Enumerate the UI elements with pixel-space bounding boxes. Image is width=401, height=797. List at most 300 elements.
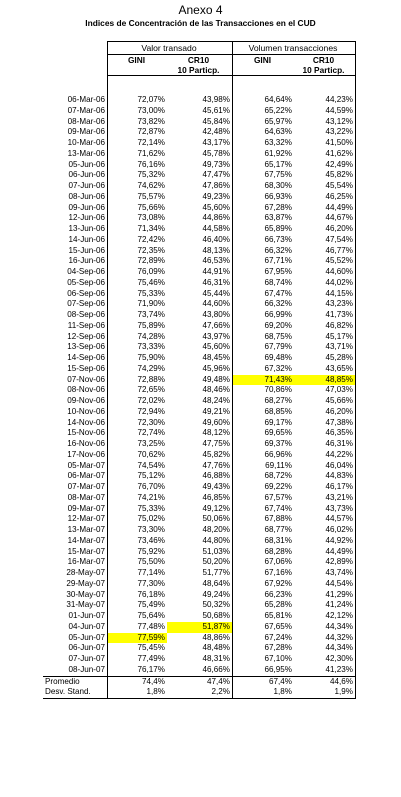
gini-valor-cell: 76,18%: [137, 589, 165, 599]
date-cell: 12-Jun-06: [43, 213, 108, 224]
gini-valor-cell: 72,94%: [137, 406, 165, 416]
cr10-volumen-cell: 43,73%: [294, 504, 356, 515]
gini-volumen-cell: 67,65%: [264, 621, 292, 631]
cr10-valor-cell: 46,40%: [167, 235, 233, 246]
cr10-valor-cell: 47,86%: [167, 181, 233, 192]
gini-volumen-cell: 66,96%: [264, 449, 292, 459]
gini-valor-cell: 71,34%: [137, 224, 165, 233]
date-cell: 13-Sep-06: [43, 342, 108, 353]
gini-valor-cell: 72,07%: [137, 95, 165, 104]
gini-valor-cell: 74,29%: [137, 363, 165, 373]
cr10-valor-cell: 44,86%: [167, 213, 233, 224]
gini-volumen-cell: 67,10%: [264, 654, 292, 663]
table-row: [43, 590, 356, 601]
cr10-volumen-cell: 46,35%: [294, 428, 356, 439]
date-cell: 07-Mar-07: [43, 482, 108, 493]
date-cell: 13-Mar-06: [43, 149, 108, 160]
gini-valor-cell: 72,65%: [137, 385, 165, 395]
concentration-table: [43, 41, 356, 699]
cr10-valor-cell: 43,80%: [167, 310, 233, 321]
date-cell: 05-Sep-06: [43, 278, 108, 289]
cr10-volumen-cell: 41,62%: [294, 149, 356, 160]
date-cell: 30-May-07: [43, 590, 108, 601]
table-row: [43, 181, 356, 192]
gini-valor-cell: 72,74%: [137, 428, 165, 438]
date-cell: 06-Jun-07: [43, 643, 108, 654]
table-row: [43, 235, 356, 246]
gini-valor-cell: 76,17%: [108, 665, 168, 676]
cr10-volumen-cell: 44,32%: [294, 633, 356, 644]
table-row: [43, 289, 356, 300]
cr10-valor-cell: 45,61%: [167, 106, 233, 117]
table-row: [43, 138, 356, 149]
gini-valor-cell: 74,54%: [137, 460, 165, 470]
cr10-valor-cell: 49,48%: [167, 375, 233, 386]
table-row: [43, 654, 356, 665]
table-row: [43, 342, 356, 353]
date-cell: 09-Mar-07: [43, 504, 108, 515]
date-cell: 08-Nov-06: [43, 385, 108, 396]
cr10-valor-cell: 46,88%: [167, 471, 233, 482]
table-row: [43, 396, 356, 407]
date-cell: 08-Mar-07: [43, 493, 108, 504]
date-cell: 14-Jun-06: [43, 235, 108, 246]
cr10-valor-cell: 48,45%: [167, 353, 233, 364]
gini-valor-cell: 75,64%: [137, 611, 165, 620]
gini-valor-cell: 76,70%: [137, 482, 165, 491]
date-cell: 05-Mar-07: [43, 461, 108, 472]
date-cell: 12-Sep-06: [43, 332, 108, 343]
header-row-groups: [43, 42, 356, 55]
gini-valor-cell: 71,90%: [137, 299, 165, 309]
gini-valor-cell: 75,32%: [137, 170, 165, 180]
table-row: [43, 224, 356, 235]
cr10-volumen-cell: 45,66%: [294, 396, 356, 407]
gini-valor-cell: 77,30%: [137, 578, 165, 588]
gini-valor-cell: 77,59%: [108, 633, 168, 644]
cr10-volumen-cell: 46,31%: [294, 439, 356, 450]
date-cell: 01-Jun-07: [43, 611, 108, 622]
date-cell: 11-Sep-06: [43, 321, 108, 332]
cr10-volumen-cell: 44,54%: [294, 579, 356, 590]
gini-volumen-cell: 71,43%: [233, 375, 295, 386]
gini-volumen-cell: 63,87%: [264, 213, 292, 223]
gini-volumen-cell: 68,74%: [264, 277, 292, 287]
date-cell: 09-Nov-06: [43, 396, 108, 407]
gini-valor-cell: 72,14%: [137, 138, 165, 147]
gini-volumen-cell: 64,64%: [264, 95, 292, 104]
cr10-valor-cell: 45,78%: [167, 149, 233, 160]
gini-volumen-cell: 69,37%: [264, 439, 292, 448]
gini-volumen-cell: 67,74%: [264, 503, 292, 513]
cr10-valor-cell: 48,20%: [167, 525, 233, 536]
gini-volumen-cell: 65,97%: [264, 116, 292, 126]
gini-volumen-cell: 68,85%: [264, 406, 292, 416]
cr10-valor-cell: 45,84%: [167, 117, 233, 128]
header-valor-transado: Valor transado: [108, 42, 233, 55]
cr10-volumen-cell: 46,02%: [294, 525, 356, 536]
cr10-volumen-cell: 43,12%: [294, 117, 356, 128]
date-cell: 09-Jun-06: [43, 203, 108, 214]
cr10-valor-cell: 45,44%: [167, 289, 233, 300]
cr10-valor-cell: 51,03%: [167, 547, 233, 558]
table-row: [43, 213, 356, 224]
date-cell: 10-Mar-06: [43, 138, 108, 149]
cr10-valor-cell: 47,66%: [167, 321, 233, 332]
cr10-volumen-cell: 41,23%: [294, 665, 356, 676]
table-row: [43, 547, 356, 558]
gini-volumen-cell: 65,89%: [264, 224, 292, 233]
table-row: [43, 665, 356, 676]
table-row: [43, 493, 356, 504]
gini-volumen-cell: 68,27%: [264, 396, 292, 405]
cr10-valor-cell: 44,58%: [167, 224, 233, 235]
gini-valor-cell: 75,45%: [137, 643, 165, 653]
page-title: Anexo 4: [178, 3, 223, 17]
cr10-volumen-cell: 47,38%: [294, 418, 356, 429]
table-row: [43, 117, 356, 128]
gini-valor-cell: 73,08%: [137, 213, 165, 223]
cr10-valor-cell: 48,64%: [167, 579, 233, 590]
cr10-valor-cell: 49,21%: [167, 407, 233, 418]
table-body: [43, 42, 356, 699]
table-row: [43, 246, 356, 257]
gini-volumen-cell: 67,47%: [264, 288, 292, 298]
gini-valor-cell: 72,35%: [137, 245, 165, 255]
cr10-volumen-cell: 46,04%: [294, 461, 356, 472]
gini-valor-cell: 75,90%: [137, 353, 165, 362]
table-row: [43, 385, 356, 396]
cr10-volumen-cell: 44,34%: [294, 622, 356, 633]
gini-volumen-cell: 67,75%: [264, 170, 292, 180]
table-row: [43, 170, 356, 181]
cr10-valor-cell: 46,66%: [167, 665, 233, 676]
cr10-volumen-cell: 46,77%: [294, 246, 356, 257]
gini-valor-cell: 71,62%: [137, 148, 165, 158]
gini-volumen-cell: 64,63%: [264, 127, 292, 137]
cr10-valor-cell: 47,76%: [167, 461, 233, 472]
header-blank: [43, 55, 108, 66]
gini-valor-cell: 70,62%: [137, 449, 165, 459]
date-cell: 15-Jun-06: [43, 246, 108, 257]
table-row: [43, 364, 356, 375]
date-cell: 04-Sep-06: [43, 267, 108, 278]
table-row: [43, 568, 356, 579]
table-row: [43, 127, 356, 138]
gini-volumen-cell: 66,95%: [233, 665, 295, 676]
header-blank: [233, 65, 295, 76]
cr10-volumen-cell: 43,71%: [294, 342, 356, 353]
table-row: [43, 622, 356, 633]
date-cell: 06-Jun-06: [43, 170, 108, 181]
date-cell: 08-Mar-06: [43, 117, 108, 128]
gini-volumen-cell: 68,30%: [264, 181, 292, 190]
gini-volumen-cell: 67,71%: [264, 256, 292, 266]
gini-valor-cell: 73,33%: [137, 342, 165, 352]
date-cell: 08-Sep-06: [43, 310, 108, 321]
table-row: [43, 149, 356, 160]
gini-valor-cell: 75,02%: [137, 514, 165, 524]
header-volumen-transacciones: Volumen transacciones: [233, 42, 356, 55]
gini-valor-cell: 72,87%: [137, 127, 165, 137]
header-cr10-sub: 10 Particp.: [167, 65, 233, 76]
cr10-valor-cell: 51,87%: [167, 622, 233, 633]
cr10-volumen-cell: 44,67%: [294, 213, 356, 224]
gini-volumen-cell: 67,32%: [264, 363, 292, 373]
cr10-volumen-cell: 44,60%: [294, 267, 356, 278]
cr10-valor-cell: 50,32%: [167, 600, 233, 611]
gini-volumen-cell: 65,17%: [264, 159, 292, 169]
date-cell: 07-Mar-06: [43, 106, 108, 117]
gini-volumen-cell: 68,72%: [264, 471, 292, 481]
cr10-valor-cell: 45,60%: [167, 342, 233, 353]
gini-volumen-cell: 67,92%: [264, 578, 292, 588]
date-cell: 16-Nov-06: [43, 439, 108, 450]
table-row: [43, 461, 356, 472]
table-row: [43, 525, 356, 536]
gini-valor-cell: 77,49%: [137, 654, 165, 663]
gini-volumen-cell: 65,22%: [264, 105, 292, 115]
cr10-volumen-cell: 1,9%: [294, 687, 356, 698]
cr10-valor-cell: 48,48%: [167, 643, 233, 654]
gini-valor-cell: 74,62%: [137, 181, 165, 190]
cr10-volumen-cell: 43,74%: [294, 568, 356, 579]
gini-volumen-cell: 68,77%: [264, 525, 292, 534]
table-row: [43, 321, 356, 332]
cr10-valor-cell: 49,73%: [167, 160, 233, 171]
cr10-volumen-cell: 46,25%: [294, 192, 356, 203]
date-cell: 15-Mar-07: [43, 547, 108, 558]
gini-volumen-cell: 68,31%: [264, 535, 292, 545]
date-cell: 06-Mar-07: [43, 471, 108, 482]
gini-volumen-cell: 68,28%: [264, 546, 292, 556]
cr10-valor-cell: 50,06%: [167, 514, 233, 525]
cr10-volumen-cell: 42,12%: [294, 611, 356, 622]
gini-volumen-cell: 69,17%: [264, 417, 292, 427]
cr10-valor-cell: 42,48%: [167, 127, 233, 138]
table-row: [43, 600, 356, 611]
table-row: [43, 332, 356, 343]
gini-valor-cell: 75,92%: [137, 546, 165, 556]
date-cell: 06-Mar-06: [43, 95, 108, 106]
cr10-volumen-cell: 43,23%: [294, 299, 356, 310]
cr10-volumen-cell: 46,82%: [294, 321, 356, 332]
header-row-subtitles: [43, 65, 356, 76]
cr10-valor-cell: 49,60%: [167, 418, 233, 429]
date-cell: 15-Nov-06: [43, 428, 108, 439]
date-cell: 28-May-07: [43, 568, 108, 579]
cr10-volumen-cell: 45,52%: [294, 256, 356, 267]
date-cell: 09-Mar-06: [43, 127, 108, 138]
date-cell: 12-Mar-07: [43, 514, 108, 525]
gini-volumen-cell: 67,06%: [264, 557, 292, 567]
date-cell: 13-Jun-06: [43, 224, 108, 235]
header-gini: GINI: [253, 55, 272, 65]
gini-valor-cell: 73,30%: [137, 525, 165, 534]
cr10-volumen-cell: 45,17%: [294, 332, 356, 343]
gini-valor-cell: 72,88%: [137, 374, 165, 384]
cr10-volumen-cell: 44,49%: [294, 203, 356, 214]
cr10-volumen-cell: 41,73%: [294, 310, 356, 321]
cr10-valor-cell: 50,20%: [167, 557, 233, 568]
cr10-volumen-cell: 41,29%: [294, 590, 356, 601]
gini-valor-cell: 75,57%: [137, 191, 165, 201]
gini-volumen-cell: 69,20%: [264, 320, 292, 330]
cr10-volumen-cell: 43,22%: [294, 127, 356, 138]
cr10-volumen-cell: 44,6%: [294, 676, 356, 687]
table-row: [43, 418, 356, 429]
stat-label: Promedio: [43, 676, 108, 687]
table-row: [43, 633, 356, 644]
table-row: [43, 192, 356, 203]
table-row: [43, 106, 356, 117]
cr10-valor-cell: 47,4%: [167, 676, 233, 687]
gini-valor-cell: 76,16%: [137, 159, 165, 169]
gini-valor-cell: 75,33%: [137, 288, 165, 298]
table-row: [43, 504, 356, 515]
cr10-valor-cell: 45,96%: [167, 364, 233, 375]
cr10-volumen-cell: 43,65%: [294, 364, 356, 375]
cr10-valor-cell: 47,47%: [167, 170, 233, 181]
cr10-volumen-cell: 44,34%: [294, 643, 356, 654]
gini-volumen-cell: 67,57%: [264, 492, 292, 502]
cr10-volumen-cell: 44,23%: [294, 95, 356, 106]
cr10-volumen-cell: 46,20%: [294, 224, 356, 235]
gini-volumen-cell: 67,28%: [264, 643, 292, 653]
cr10-volumen-cell: 41,24%: [294, 600, 356, 611]
cr10-valor-cell: 48,24%: [167, 396, 233, 407]
cr10-valor-cell: 48,31%: [167, 654, 233, 665]
table-row: [43, 611, 356, 622]
gini-volumen-cell: 69,11%: [265, 460, 292, 470]
table-row: [43, 482, 356, 493]
date-cell: 04-Jun-07: [43, 622, 108, 633]
header-cr10: CR10: [167, 55, 233, 66]
date-cell: 06-Sep-06: [43, 289, 108, 300]
cr10-valor-cell: 48,46%: [167, 385, 233, 396]
gini-valor-cell: 72,02%: [137, 396, 165, 405]
gini-valor-cell: 73,82%: [137, 116, 165, 126]
gini-volumen-cell: 65,81%: [264, 611, 292, 620]
gini-volumen-cell: 69,65%: [264, 428, 292, 438]
gini-volumen-cell: 69,22%: [264, 482, 292, 491]
date-cell: 14-Nov-06: [43, 418, 108, 429]
gini-valor-cell: 74,21%: [137, 492, 165, 502]
table-row: [43, 536, 356, 547]
cr10-volumen-cell: 44,22%: [294, 450, 356, 461]
header-cr10: CR10: [294, 55, 356, 66]
cr10-valor-cell: 50,68%: [167, 611, 233, 622]
gini-valor-cell: 75,33%: [137, 503, 165, 513]
header-row-metrics: [43, 55, 356, 66]
gini-volumen-cell: 67,79%: [264, 342, 292, 352]
gini-valor-cell: 76,09%: [137, 267, 165, 276]
cr10-volumen-cell: 46,17%: [294, 482, 356, 493]
gini-volumen-cell: 66,32%: [264, 245, 292, 255]
gini-volumen-cell: 66,73%: [264, 234, 292, 244]
date-cell: 07-Jun-07: [43, 654, 108, 665]
cr10-volumen-cell: 44,57%: [294, 514, 356, 525]
gini-volumen-cell: 67,4%: [269, 676, 292, 686]
gini-volumen-cell: 67,88%: [264, 514, 292, 524]
table-row: [43, 375, 356, 386]
table-row: [43, 95, 356, 106]
gini-valor-cell: 75,66%: [137, 202, 165, 212]
table-row: [43, 278, 356, 289]
cr10-volumen-cell: 44,59%: [294, 106, 356, 117]
cr10-volumen-cell: 48,85%: [294, 375, 356, 386]
gini-valor-cell: 75,89%: [137, 320, 165, 330]
gini-volumen-cell: 70,86%: [264, 385, 292, 395]
cr10-volumen-cell: 44,15%: [294, 289, 356, 300]
cr10-valor-cell: 48,12%: [167, 428, 233, 439]
date-cell: 17-Nov-06: [43, 450, 108, 461]
cr10-volumen-cell: 42,30%: [294, 654, 356, 665]
table-row: [43, 579, 356, 590]
gini-valor-cell: 73,46%: [137, 535, 165, 545]
cr10-volumen-cell: 44,02%: [294, 278, 356, 289]
cr10-volumen-cell: 41,50%: [294, 138, 356, 149]
table-row: [43, 471, 356, 482]
date-cell: 07-Jun-06: [43, 181, 108, 192]
cr10-volumen-cell: 44,83%: [294, 471, 356, 482]
cr10-valor-cell: 45,82%: [167, 450, 233, 461]
gini-valor-cell: 72,89%: [137, 256, 165, 266]
gini-valor-cell: 75,50%: [137, 557, 165, 567]
gini-volumen-cell: 67,28%: [264, 202, 292, 212]
table-row: [43, 514, 356, 525]
table-row: [43, 353, 356, 364]
cr10-volumen-cell: 44,49%: [294, 547, 356, 558]
cr10-valor-cell: 2,2%: [167, 687, 233, 698]
gini-volumen-cell: 67,95%: [264, 267, 292, 276]
gini-valor-cell: 72,30%: [137, 417, 165, 427]
gini-valor-cell: 77,48%: [137, 621, 165, 631]
date-cell: 13-Mar-07: [43, 525, 108, 536]
cr10-valor-cell: 49,24%: [167, 590, 233, 601]
date-cell: 29-May-07: [43, 579, 108, 590]
date-cell: 15-Sep-06: [43, 364, 108, 375]
date-cell: 14-Mar-07: [43, 536, 108, 547]
gini-volumen-cell: 68,75%: [264, 331, 292, 341]
date-cell: 08-Jun-06: [43, 192, 108, 203]
cr10-valor-cell: 43,97%: [167, 332, 233, 343]
gini-valor-cell: 72,42%: [137, 234, 165, 244]
date-cell: 05-Jun-06: [43, 160, 108, 171]
date-cell: 10-Nov-06: [43, 407, 108, 418]
table-row: [43, 256, 356, 267]
date-cell: 16-Jun-06: [43, 256, 108, 267]
page-subtitle: Indices de Concentración de las Transacciones en el CUD: [85, 18, 316, 28]
cr10-volumen-cell: 46,20%: [294, 407, 356, 418]
cr10-valor-cell: 47,75%: [167, 439, 233, 450]
spacer-row: [43, 76, 356, 96]
gini-volumen-cell: 61,92%: [264, 148, 292, 158]
stats-row: [43, 676, 356, 687]
cr10-volumen-cell: 45,54%: [294, 181, 356, 192]
cr10-valor-cell: 46,85%: [167, 493, 233, 504]
header-blank: [43, 42, 108, 55]
table-row: [43, 557, 356, 568]
gini-valor-cell: 75,46%: [137, 277, 165, 287]
cr10-volumen-cell: 45,28%: [294, 353, 356, 364]
cr10-volumen-cell: 47,54%: [294, 235, 356, 246]
gini-volumen-cell: 66,99%: [264, 310, 292, 319]
cr10-valor-cell: 43,17%: [167, 138, 233, 149]
gini-volumen-cell: 66,93%: [264, 191, 292, 201]
cr10-volumen-cell: 45,82%: [294, 170, 356, 181]
cr10-valor-cell: 44,60%: [167, 299, 233, 310]
